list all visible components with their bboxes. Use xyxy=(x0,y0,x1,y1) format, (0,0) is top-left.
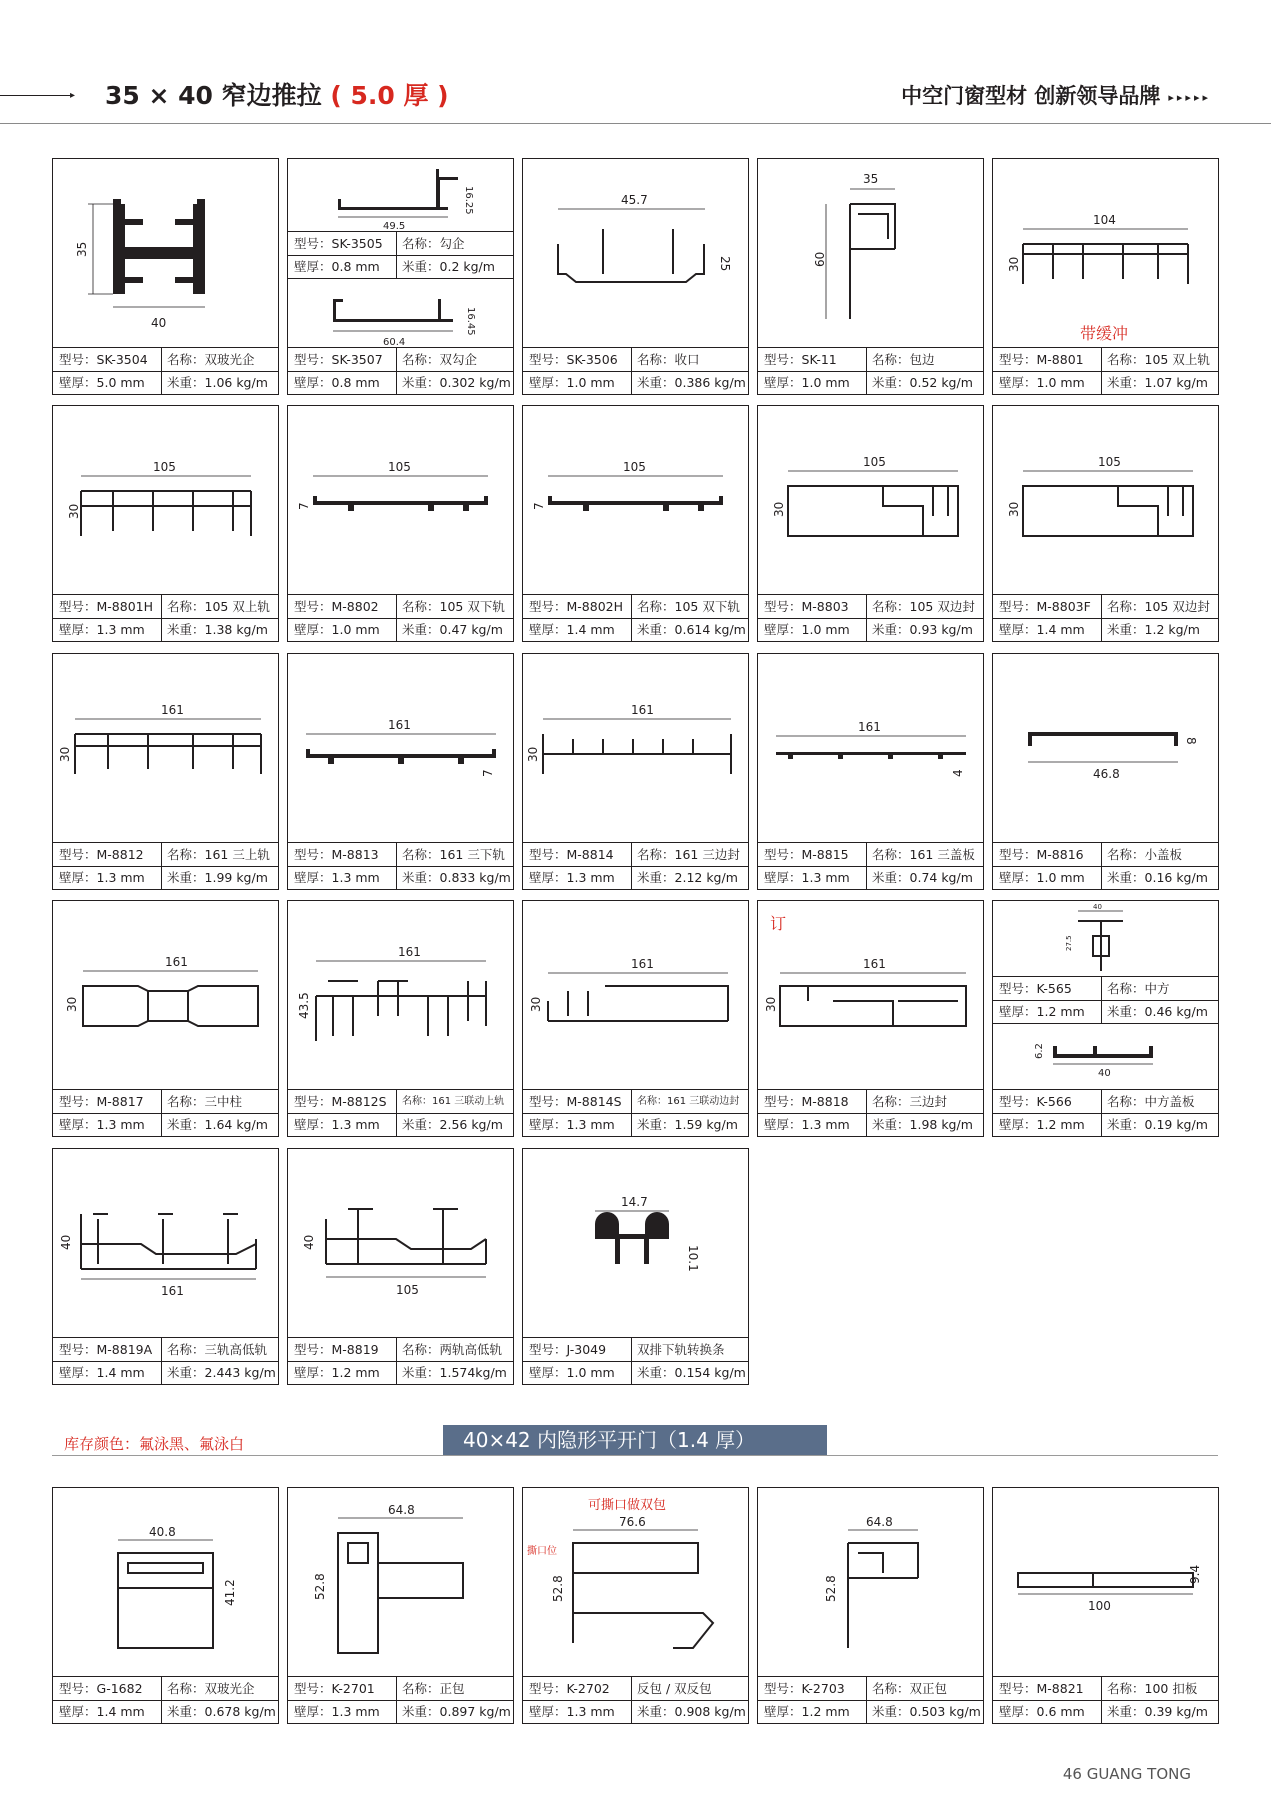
tear-point-label: 撕口位 xyxy=(527,1546,557,1557)
dim-width: 105 xyxy=(623,460,646,474)
profile-drawing xyxy=(53,901,278,1090)
model-value: SK-3506 xyxy=(566,352,618,367)
spec-table: 型号：SK-3506 名称：收口 壁厚：1.0 mm 米重：0.386 kg/m xyxy=(523,347,748,394)
product-card xyxy=(522,405,749,642)
spec-table: 型号：M-8821 名称：100 扣板 壁厚：0.6 mm 米重：0.39 kg/m xyxy=(993,1676,1218,1723)
dim-width: 46.8 xyxy=(1093,767,1120,781)
profile-drawing xyxy=(53,1149,278,1338)
section-rule xyxy=(52,1455,1218,1456)
profile-drawing xyxy=(523,159,748,348)
wall-value: 1.3 mm xyxy=(801,1117,850,1132)
wall-value: 1.3 mm xyxy=(96,1117,145,1132)
profile-drawing xyxy=(523,901,748,1090)
name-value: 161 三上轨 xyxy=(204,847,270,862)
dim-width: 161 xyxy=(388,718,411,732)
dim-height: 30 xyxy=(526,746,540,762)
dim-height: 16.45 xyxy=(465,307,476,336)
dim-height: 27.5 xyxy=(1065,935,1073,951)
profile-drawing-2 xyxy=(993,1024,1218,1090)
product-card xyxy=(287,900,514,1137)
spec-table: 型号：M-8812 名称：161 三上轨 壁厚：1.3 mm 米重：1.99 kg/m xyxy=(53,842,278,889)
dim-width: 161 xyxy=(631,703,654,717)
name-value: 105 双上轨 xyxy=(204,599,270,614)
weight-value: 0.503 kg/m xyxy=(909,1704,981,1719)
product-card xyxy=(992,405,1219,642)
spec-table: 型号：SK-3504 名称：双玻光企 壁厚：5.0 mm 米重：1.06 kg/m xyxy=(53,347,278,394)
profile-drawing-2 xyxy=(288,279,513,349)
spec-table: 型号：SK-11 名称：包边 壁厚：1.0 mm 米重：0.52 kg/m xyxy=(758,347,983,394)
product-card xyxy=(287,1148,514,1385)
wall-value: 1.2 mm xyxy=(331,1365,380,1380)
wall-value: 1.4 mm xyxy=(96,1704,145,1719)
name-value: 105 双上轨 xyxy=(1144,352,1210,367)
weight-value: 2.56 kg/m xyxy=(439,1117,503,1132)
dim-height: 43.5 xyxy=(297,992,311,1019)
dim-height: 30 xyxy=(764,996,778,1012)
dim-height: 52.8 xyxy=(313,1573,327,1600)
profile-drawing xyxy=(53,159,278,348)
profile-drawing xyxy=(993,654,1218,843)
product-card xyxy=(757,405,984,642)
weight-value: 0.47 kg/m xyxy=(439,622,503,637)
dim-width: 40 xyxy=(1098,1068,1111,1079)
model-value: SK-11 xyxy=(801,352,837,367)
name-value: 正包 xyxy=(439,1681,465,1696)
dim-height: 35 xyxy=(75,241,89,257)
model-value: M-8816 xyxy=(1036,847,1084,862)
weight-value: 0.833 kg/m xyxy=(439,870,511,885)
dim-width: 64.8 xyxy=(388,1503,415,1517)
profile-drawing xyxy=(993,159,1218,348)
model-value: G-1682 xyxy=(96,1681,143,1696)
model-value: M-8819 xyxy=(331,1342,379,1357)
note-text: 订 xyxy=(770,914,787,933)
dim-height: 30 xyxy=(529,996,543,1012)
profile-drawing xyxy=(523,1488,748,1677)
wall-value: 1.0 mm xyxy=(801,622,850,637)
dim-width: 64.8 xyxy=(866,1515,893,1529)
product-card xyxy=(52,900,279,1137)
dim-width: 35 xyxy=(863,172,879,186)
spec-table: 型号：M-8817 名称：三中柱 壁厚：1.3 mm 米重：1.64 kg/m xyxy=(53,1089,278,1136)
name-value: 105 双边封 xyxy=(909,599,975,614)
dim-width: 100 xyxy=(1088,1599,1111,1613)
spec-table: 型号：M-8813 名称：161 三下轨 壁厚：1.3 mm 米重：0.833 kg/m xyxy=(288,842,513,889)
spec-table: 型号：M-8802H 名称：105 双下轨 壁厚：1.4 mm 米重：0.614 kg/m xyxy=(523,594,748,641)
model-value: J-3049 xyxy=(566,1342,607,1357)
weight-value: 0.16 kg/m xyxy=(1144,870,1208,885)
slogan-text: 中空门窗型材 创新领导品牌 xyxy=(901,84,1161,108)
wall-value: 5.0 mm xyxy=(96,375,145,390)
wall-value: 1.3 mm xyxy=(331,1117,380,1132)
model-value: SK-3505 xyxy=(331,236,383,251)
note-text: 可撕口做双包 xyxy=(588,1498,667,1513)
name-value: 100 扣板 xyxy=(1144,1681,1198,1696)
spec-table: 型号：J-3049 双排下轨转换条 壁厚：1.0 mm 米重：0.154 kg/m xyxy=(523,1337,748,1384)
profile-drawing xyxy=(53,654,278,843)
product-card xyxy=(52,158,279,395)
dim-width: 161 xyxy=(161,703,184,717)
model-value: M-8801H xyxy=(96,599,154,614)
weight-value: 1.64 kg/m xyxy=(204,1117,268,1132)
dim-height: 40 xyxy=(302,1234,316,1250)
spec-table: 型号：M-8814 名称：161 三边封 壁厚：1.3 mm 米重：2.12 kg/m xyxy=(523,842,748,889)
weight-value: 0.897 kg/m xyxy=(439,1704,511,1719)
name-value: 两轨高低轨 xyxy=(439,1342,503,1357)
dim-height: 30 xyxy=(772,501,786,517)
model-value: M-8803 xyxy=(801,599,849,614)
product-card xyxy=(287,653,514,890)
name-value: 三轨高低轨 xyxy=(204,1342,268,1357)
product-card-split xyxy=(287,158,514,395)
product-card xyxy=(992,158,1219,395)
profile-drawing xyxy=(758,406,983,595)
model-value: K-2703 xyxy=(801,1681,845,1696)
wall-value: 1.2 mm xyxy=(801,1704,850,1719)
dim-width: 49.5 xyxy=(383,221,406,231)
model-value: K-565 xyxy=(1036,981,1072,996)
dim-width: 40.8 xyxy=(149,1525,176,1539)
spec-table: 型号：M-8815 名称：161 三盖板 壁厚：1.3 mm 米重：0.74 kg/m xyxy=(758,842,983,889)
wall-value: 1.3 mm xyxy=(331,1704,380,1719)
dim-height: 40 xyxy=(59,1234,73,1250)
dim-height: 7 xyxy=(297,502,311,510)
dim-width: 76.6 xyxy=(619,1515,646,1529)
name-value: 双勾企 xyxy=(439,352,478,367)
name-value: 包边 xyxy=(909,352,935,367)
weight-value: 1.2 kg/m xyxy=(1144,622,1200,637)
dim-width: 105 xyxy=(863,455,886,469)
name-value: 双正包 xyxy=(909,1681,948,1696)
weight-value: 0.302 kg/m xyxy=(439,375,511,390)
weight-value: 0.52 kg/m xyxy=(909,375,973,390)
wall-value: 1.0 mm xyxy=(566,1365,615,1380)
spec-table: 型号：K-2703 名称：双正包 壁厚：1.2 mm 米重：0.503 kg/m xyxy=(758,1676,983,1723)
spec-table: 型号：M-8801H 名称：105 双上轨 壁厚：1.3 mm 米重：1.38 kg/m xyxy=(53,594,278,641)
wall-value: 1.3 mm xyxy=(566,870,615,885)
product-card xyxy=(522,653,749,890)
spec-table: 型号：M-8819 名称：两轨高低轨 壁厚：1.2 mm 米重：1.574kg/m xyxy=(288,1337,513,1384)
dim-height: 16.25 xyxy=(463,186,474,215)
wall-value: 1.3 mm xyxy=(331,870,380,885)
product-card xyxy=(757,1487,984,1724)
name-value: 三中柱 xyxy=(204,1094,243,1109)
dim-height: 52.8 xyxy=(551,1575,565,1602)
dim-width: 161 xyxy=(863,957,886,971)
dim-height: 8 xyxy=(1184,737,1198,745)
dim-height: 41.2 xyxy=(223,1579,237,1606)
model-value: M-8814S xyxy=(566,1094,622,1109)
dim-height: 10.1 xyxy=(686,1245,700,1272)
wall-value: 1.0 mm xyxy=(331,622,380,637)
name-value: 反包 / 双反包 xyxy=(637,1681,712,1696)
weight-value: 1.59 kg/m xyxy=(674,1117,738,1132)
dim-height: 30 xyxy=(65,996,79,1012)
profile-drawing xyxy=(288,1149,513,1338)
note-text: 带缓冲 xyxy=(1080,324,1129,343)
weight-value: 1.07 kg/m xyxy=(1144,375,1208,390)
model-value: K-2702 xyxy=(566,1681,610,1696)
weight-value: 0.154 kg/m xyxy=(674,1365,746,1380)
wall-value: 0.6 mm xyxy=(1036,1704,1085,1719)
section-banner: 40×42 内隐形平开门（1.4 厚） xyxy=(443,1425,827,1455)
name-value: 中方盖板 xyxy=(1144,1094,1195,1109)
product-card xyxy=(287,1487,514,1724)
spec-table: 型号：K-2701 名称：正包 壁厚：1.3 mm 米重：0.897 kg/m xyxy=(288,1676,513,1723)
dim-width: 161 xyxy=(161,1284,184,1298)
slogan xyxy=(901,80,1211,110)
product-card-split xyxy=(992,900,1219,1137)
wall-value: 1.3 mm xyxy=(801,870,850,885)
name-value: 双排下轨转换条 xyxy=(637,1342,725,1357)
header-bullet-icon: ▸ xyxy=(70,90,76,101)
dim-width: 105 xyxy=(388,460,411,474)
profile-drawing xyxy=(993,1488,1218,1677)
profile-drawing xyxy=(53,1488,278,1677)
dim-width: 161 xyxy=(165,955,188,969)
product-card xyxy=(522,900,749,1137)
weight-value: 1.38 kg/m xyxy=(204,622,268,637)
spec-table: 型号：SK-3507 名称：双勾企 壁厚：0.8 mm 米重：0.302 kg/m xyxy=(288,347,513,394)
dim-width: 105 xyxy=(396,1283,419,1297)
dim-height: 6.2 xyxy=(1034,1043,1045,1059)
name-value: 105 双边封 xyxy=(1144,599,1210,614)
wall-value: 1.4 mm xyxy=(566,622,615,637)
profile-drawing xyxy=(523,406,748,595)
model-value: K-566 xyxy=(1036,1094,1072,1109)
name-value: 161 三下轨 xyxy=(439,847,505,862)
arrow-icons: ▸▸▸▸▸ xyxy=(1168,90,1211,104)
name-value: 105 双下轨 xyxy=(439,599,505,614)
name-value: 161 三联动上轨 xyxy=(432,1096,505,1107)
weight-value: 1.06 kg/m xyxy=(204,375,268,390)
wall-value: 1.4 mm xyxy=(96,1365,145,1380)
name-value: 勾企 xyxy=(439,236,465,251)
wall-value: 1.3 mm xyxy=(96,870,145,885)
model-value: M-8815 xyxy=(801,847,849,862)
dim-height: 7 xyxy=(481,769,495,777)
name-value: 三边封 xyxy=(909,1094,948,1109)
weight-value: 1.574kg/m xyxy=(439,1365,507,1380)
dim-height: 7 xyxy=(532,502,546,510)
profile-drawing xyxy=(758,901,983,1090)
wall-value: 1.2 mm xyxy=(1036,1004,1085,1019)
model-value: M-8812 xyxy=(96,847,144,862)
product-card xyxy=(522,1148,749,1385)
weight-value: 0.93 kg/m xyxy=(909,622,973,637)
spec-table: 型号：G-1682 名称：双玻光企 壁厚：1.4 mm 米重：0.678 kg/m xyxy=(53,1676,278,1723)
profile-drawing xyxy=(288,654,513,843)
spec-table: 型号：K-566 名称：中方盖板 壁厚：1.2 mm 米重：0.19 kg/m xyxy=(993,1089,1218,1136)
dim-height: 30 xyxy=(67,503,81,519)
dim-height: 30 xyxy=(1007,501,1021,517)
profile-drawing xyxy=(288,1488,513,1677)
spec-table: 型号：M-8818 名称：三边封 壁厚：1.3 mm 米重：1.98 kg/m xyxy=(758,1089,983,1136)
spec-table: 型号：SK-3505 名称：勾企 壁厚：0.8 mm 米重：0.2 kg/m xyxy=(288,231,513,279)
profile-drawing xyxy=(758,654,983,843)
weight-value: 2.443 kg/m xyxy=(204,1365,276,1380)
weight-value: 2.12 kg/m xyxy=(674,870,738,885)
name-value: 小盖板 xyxy=(1144,847,1183,862)
model-value: M-8813 xyxy=(331,847,379,862)
dim-width: 14.7 xyxy=(621,1195,648,1209)
dim-width: 105 xyxy=(153,460,176,474)
wall-value: 1.3 mm xyxy=(96,622,145,637)
title-main: 35 × 40 窄边推拉 xyxy=(105,81,322,110)
spec-table: 型号：M-8803F 名称：105 双边封 壁厚：1.4 mm 米重：1.2 kg/m xyxy=(993,594,1218,641)
dim-height: 52.8 xyxy=(824,1575,838,1602)
profile-drawing xyxy=(523,654,748,843)
dim-width: 104 xyxy=(1093,213,1116,227)
profile-drawing xyxy=(523,1149,748,1338)
wall-value: 1.2 mm xyxy=(1036,1117,1085,1132)
dim-height: 30 xyxy=(58,746,72,762)
model-value: M-8812S xyxy=(331,1094,387,1109)
model-value: M-8801 xyxy=(1036,352,1084,367)
profile-drawing xyxy=(288,901,513,1090)
weight-value: 0.19 kg/m xyxy=(1144,1117,1208,1132)
weight-value: 0.46 kg/m xyxy=(1144,1004,1208,1019)
weight-value: 0.386 kg/m xyxy=(674,375,746,390)
spec-table: 型号：M-8814S 名称：161 三联动边封 壁厚：1.3 mm 米重：1.59 kg/m xyxy=(523,1089,748,1136)
product-card xyxy=(52,1487,279,1724)
product-card xyxy=(287,405,514,642)
product-card xyxy=(522,158,749,395)
product-card xyxy=(52,1148,279,1385)
page-title xyxy=(105,76,449,112)
wall-value: 1.0 mm xyxy=(1036,870,1085,885)
name-value: 中方 xyxy=(1144,981,1170,996)
name-value: 收口 xyxy=(674,352,700,367)
dim-height: 25 xyxy=(718,256,732,272)
name-value: 双玻光企 xyxy=(204,1681,255,1696)
dim-height: 30 xyxy=(1007,256,1021,272)
spec-table: 型号：M-8819A 名称：三轨高低轨 壁厚：1.4 mm 米重：2.443 kg/m xyxy=(53,1337,278,1384)
weight-value: 0.908 kg/m xyxy=(674,1704,746,1719)
model-value: M-8817 xyxy=(96,1094,144,1109)
wall-value: 0.8 mm xyxy=(331,259,380,274)
dim-width: 60.4 xyxy=(383,337,406,348)
header-rule xyxy=(0,123,1271,124)
dim-width: 161 xyxy=(631,957,654,971)
dim-width: 40 xyxy=(151,316,167,330)
dim-width: 105 xyxy=(1098,455,1121,469)
product-card xyxy=(992,1487,1219,1724)
model-value: SK-3507 xyxy=(331,352,383,367)
product-card xyxy=(52,405,279,642)
spec-table: 型号：M-8802 名称：105 双下轨 壁厚：1.0 mm 米重：0.47 kg/m xyxy=(288,594,513,641)
name-value: 双玻光企 xyxy=(204,352,255,367)
name-value: 161 三盖板 xyxy=(909,847,975,862)
weight-value: 1.98 kg/m xyxy=(909,1117,973,1132)
profile-drawing xyxy=(288,406,513,595)
weight-value: 0.2 kg/m xyxy=(439,259,495,274)
model-value: M-8818 xyxy=(801,1094,849,1109)
title-thickness: ( 5.0 厚 ) xyxy=(330,81,449,110)
weight-value: 0.39 kg/m xyxy=(1144,1704,1208,1719)
spec-table: 型号：K-2702 反包 / 双反包 壁厚：1.3 mm 米重：0.908 kg/m xyxy=(523,1676,748,1723)
product-card xyxy=(992,653,1219,890)
model-value: M-8803F xyxy=(1036,599,1091,614)
model-value: M-8819A xyxy=(96,1342,153,1357)
product-card xyxy=(52,653,279,890)
model-value: M-8814 xyxy=(566,847,614,862)
profile-drawing xyxy=(53,406,278,595)
weight-value: 0.678 kg/m xyxy=(204,1704,276,1719)
profile-drawing xyxy=(758,1488,983,1677)
model-value: M-8821 xyxy=(1036,1681,1084,1696)
spec-table: 型号：M-8801 名称：105 双上轨 壁厚：1.0 mm 米重：1.07 kg/m xyxy=(993,347,1218,394)
weight-value: 0.614 kg/m xyxy=(674,622,746,637)
product-card xyxy=(757,158,984,395)
model-value: M-8802 xyxy=(331,599,379,614)
spec-table: 型号：M-8803 名称：105 双边封 壁厚：1.0 mm 米重：0.93 kg/m xyxy=(758,594,983,641)
model-value: M-8802H xyxy=(566,599,624,614)
profile-drawing xyxy=(758,159,983,348)
profile-drawing xyxy=(288,159,513,231)
product-card xyxy=(757,900,984,1137)
wall-value: 1.3 mm xyxy=(566,1117,615,1132)
dim-width: 161 xyxy=(858,720,881,734)
spec-table: 型号：M-8812S 名称：161 三联动上轨 壁厚：1.3 mm 米重：2.56 kg/m xyxy=(288,1089,513,1136)
weight-value: 0.74 kg/m xyxy=(909,870,973,885)
profile-drawing xyxy=(993,406,1218,595)
page-footer: 46 GUANG TONG xyxy=(1062,1765,1191,1783)
wall-value: 1.0 mm xyxy=(566,375,615,390)
dim-height: 9.4 xyxy=(1188,1564,1202,1584)
profile-drawing xyxy=(993,901,1218,976)
name-value: 161 三边封 xyxy=(674,847,740,862)
spec-table: 型号：M-8816 名称：小盖板 壁厚：1.0 mm 米重：0.16 kg/m xyxy=(993,842,1218,889)
product-card xyxy=(757,653,984,890)
name-value: 105 双下轨 xyxy=(674,599,740,614)
dim-height: 4 xyxy=(951,769,965,777)
weight-value: 1.99 kg/m xyxy=(204,870,268,885)
dim-height: 60 xyxy=(813,251,827,267)
name-value: 161 三联动边封 xyxy=(667,1096,740,1107)
spec-table: 型号：K-565 名称：中方 壁厚：1.2 mm 米重：0.46 kg/m xyxy=(993,976,1218,1024)
product-card xyxy=(522,1487,749,1724)
dim-width: 161 xyxy=(398,945,421,959)
wall-value: 1.4 mm xyxy=(1036,622,1085,637)
wall-value: 1.0 mm xyxy=(801,375,850,390)
wall-value: 1.0 mm xyxy=(1036,375,1085,390)
dim-width: 40 xyxy=(1093,903,1102,911)
wall-value: 0.8 mm xyxy=(331,375,380,390)
model-value: K-2701 xyxy=(331,1681,375,1696)
stock-colors: 库存颜色：氟泳黑、氟泳白 xyxy=(64,1435,245,1453)
header-rule-left xyxy=(0,95,70,96)
model-value: SK-3504 xyxy=(96,352,148,367)
dim-width: 45.7 xyxy=(621,193,648,207)
wall-value: 1.3 mm xyxy=(566,1704,615,1719)
